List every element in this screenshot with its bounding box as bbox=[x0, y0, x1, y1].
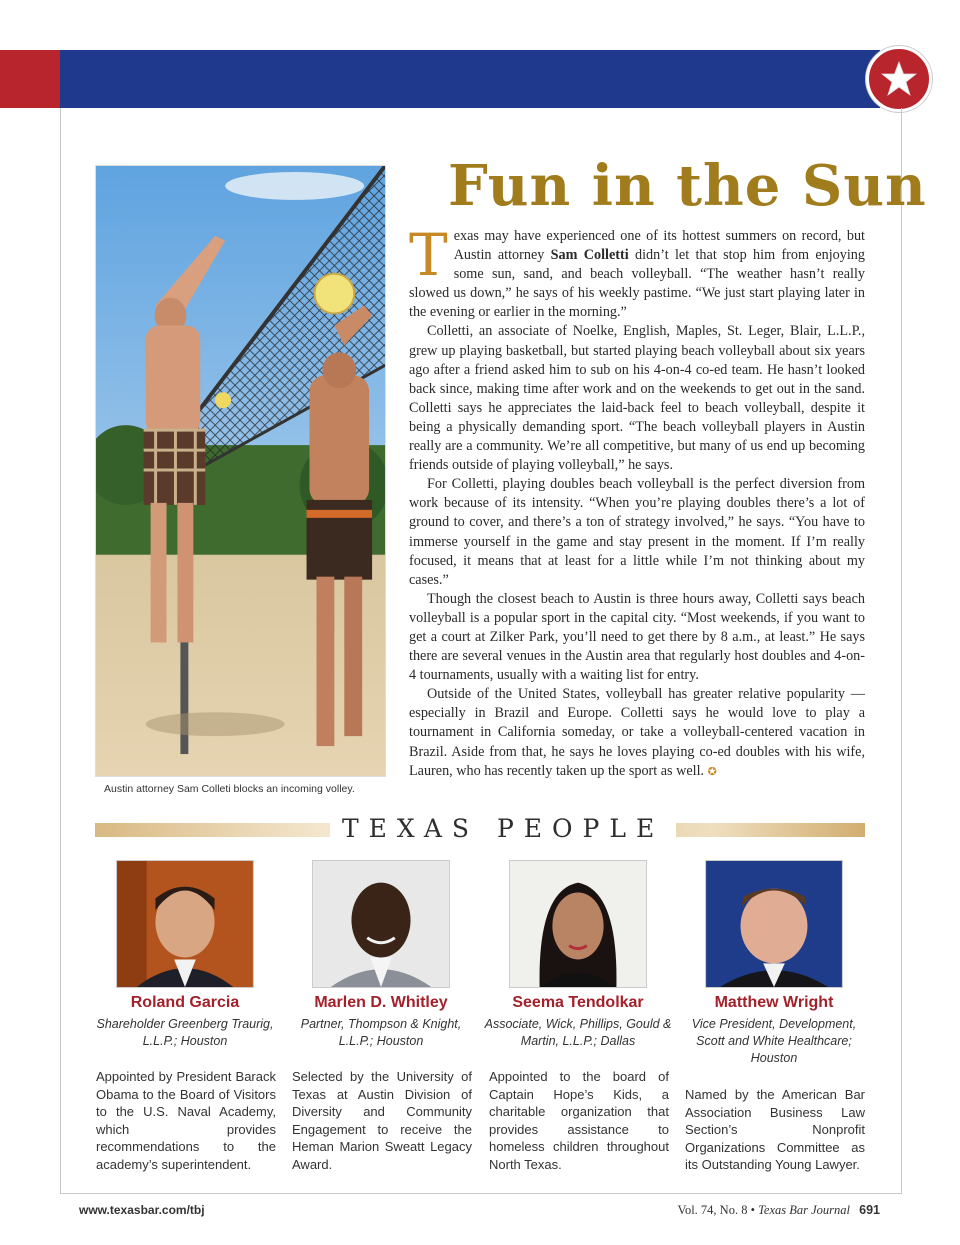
portrait-photo bbox=[705, 860, 843, 988]
star-icon bbox=[866, 46, 932, 112]
footer-issue bbox=[678, 1203, 880, 1218]
person-role: Associate, Wick, Phillips, Gould & Martin, L.L.P.; Dallas bbox=[484, 1017, 672, 1048]
article-paragraph-4: Though the closest beach to Austin is three hours away, Colletti says beach volleyball is a popular sport in the capital city. “Most weekends, if you want to get a court at Zilker Park, you’ll need to get there by 8 a.m., at least.” He says there are several venues in the Austin area that regularly host doubles and 4-on-4 tournaments, usually with a waiting list for entry. bbox=[409, 590, 865, 684]
person-card bbox=[679, 860, 869, 1067]
article-body bbox=[409, 221, 865, 782]
portrait-photo bbox=[509, 860, 647, 988]
article-title: Fun in the Sun bbox=[448, 153, 927, 219]
person-description: Appointed by President Barack Obama to the Board of Visitors to the U.S. Naval Academy, which provides recommendations to the academy’s superintendent. bbox=[96, 1069, 276, 1172]
section-title: TEXAS PEOPLE bbox=[330, 814, 676, 843]
person-card bbox=[90, 860, 280, 1050]
person-description: Selected by the University of Texas at Austin Division of Diversity and Community Engagement to receive the Heman Marion Sweatt Legacy Award. bbox=[292, 1069, 472, 1172]
person-card bbox=[286, 860, 476, 1050]
header-band-blue bbox=[60, 50, 880, 108]
person-role: Vice President, Development, Scott and White Healthcare; Houston bbox=[691, 1017, 857, 1065]
page-number: 691 bbox=[859, 1203, 880, 1217]
person-name: Matthew Wright bbox=[714, 994, 834, 1011]
person-card bbox=[483, 860, 673, 1050]
article-paragraph-2: Colletti, an associate of Noelke, English, Maples, St. Leger, Blair, L.L.P., grew up playing basketball, but started playing beach volleyball about six years ago after a friend asked him to sub on his 4-on-4 co-ed team. He hasn’t looked back since, making time after work and on the weekends to get out in the sand. Colletti says he appreciates the laid-back feel to beach volleyball, despite it being a physically demanding sport. “The beach volleyball players in Austin really are a community. We’re all competitive, but many of us end up becoming friends outside of playing volleyball,” he says. bbox=[409, 323, 865, 474]
footer-journal: Texas Bar Journal bbox=[758, 1203, 851, 1217]
article-paragraph-5: Outside of the United States, volleyball has greater relative popularity — especially in Brazil and Europe. Colletti says he would love to play a tournament in California someday, or take a volleyball-centered vacation in Brazil. Aside from that, he says he loves playing co-ed doubles with his wife, Lauren, who has recently taken up the sport as well. ✪ bbox=[409, 686, 865, 779]
person-role: Shareholder Greenberg Traurig, L.L.P.; Houston bbox=[96, 1017, 274, 1048]
portrait-photo bbox=[312, 860, 450, 988]
article-paragraph-3: For Colletti, playing doubles beach volleyball is the perfect diversion from work because of its intensity. “When you’re playing doubles there’s a lot of ground to cover, and there’s a ton of strategy involved,” he says. “You have to immerse yourself in the game and stay present in the moment. If I’m really focused, it means that at least for a little while I’m not thinking about my cases.” bbox=[409, 476, 865, 588]
portrait-photo bbox=[116, 860, 254, 988]
footer-url[interactable]: www.texasbar.com/tbj bbox=[79, 1203, 205, 1217]
header-band-red bbox=[0, 50, 60, 108]
person-role: Partner, Thompson & Knight, L.L.P.; Houston bbox=[300, 1017, 462, 1048]
person-description: Appointed to the board of Captain Hope’s Kids, a charitable organization that provides assistance to homeless children throughout North Texas. bbox=[489, 1069, 669, 1172]
person-name: Roland Garcia bbox=[130, 994, 240, 1011]
attorney-name: Sam Colletti bbox=[550, 247, 629, 264]
person-name: Seema Tendolkar bbox=[512, 994, 644, 1011]
volleyball-photo bbox=[95, 165, 386, 777]
person-description: Named by the American Bar Association Business Law Section’s Nonprofit Organizations Committee as its Outstanding Young Lawyer. bbox=[685, 1087, 865, 1173]
drop-cap: T bbox=[409, 221, 448, 289]
end-mark-icon: ✪ bbox=[707, 765, 717, 778]
person-name: Marlen D. Whitley bbox=[314, 994, 448, 1011]
article-paragraph-1: Texas may have experienced one of its hottest summers on record, but Austin attorney Sam Colletti didn’t let that stop him from enjoying some sun, sand, and beach volleyball. “The weather hasn’t really slowed us down,” he says of his weekly pastime. “We just start playing later in the evening or earlier in the morning.” bbox=[409, 221, 865, 321]
footer-bullet: • bbox=[750, 1203, 755, 1217]
footer-volume: Vol. 74, No. 8 bbox=[677, 1203, 748, 1217]
photo-caption: Austin attorney Sam Colleti blocks an incoming volley. bbox=[104, 783, 355, 795]
